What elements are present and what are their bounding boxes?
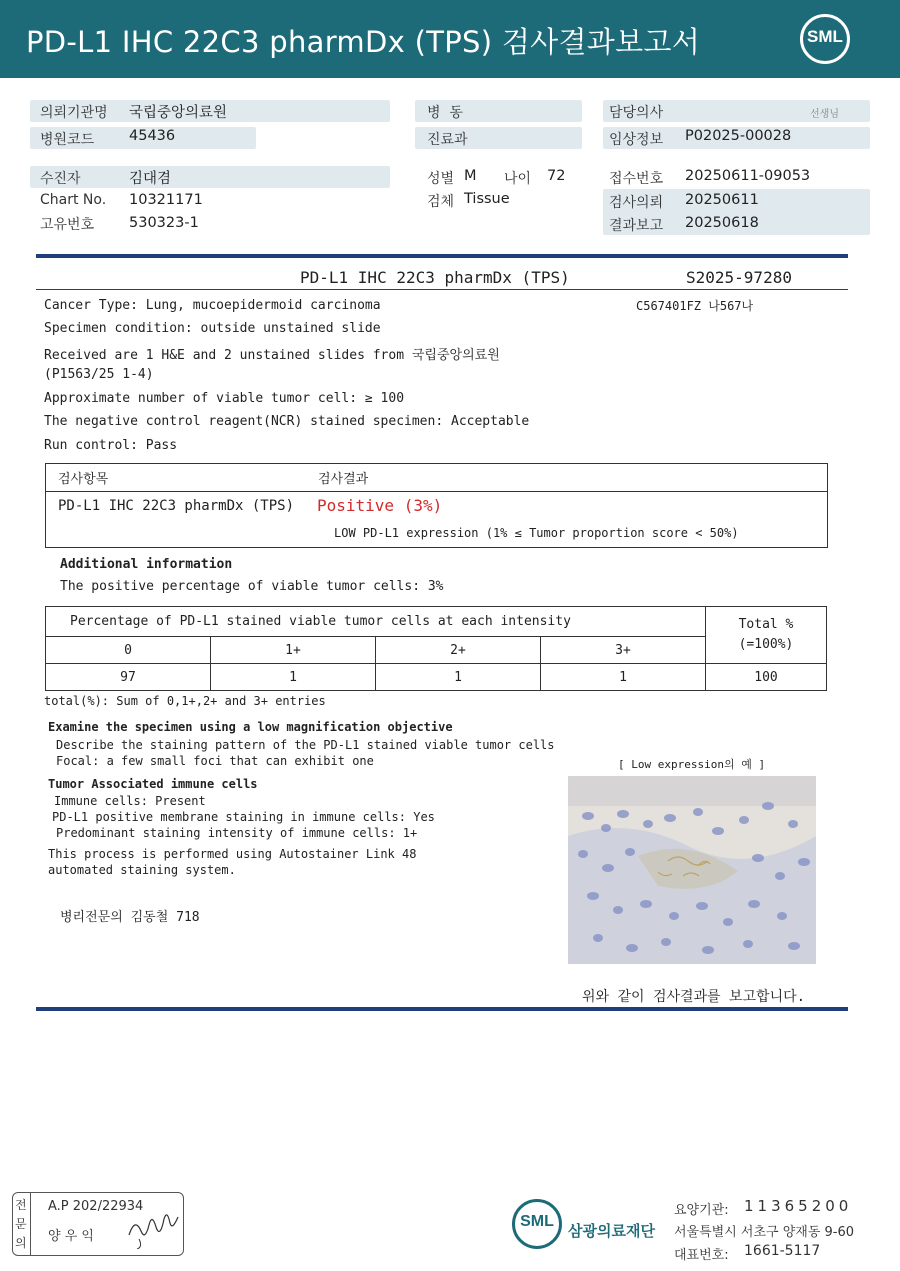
intensity-value: 1 xyxy=(211,664,376,691)
report-date-value: 20250618 xyxy=(685,215,759,231)
result-value: Positive (3%) xyxy=(317,496,443,515)
signature-icon xyxy=(125,1205,183,1249)
microscopy-image xyxy=(568,776,816,964)
intensity-header: 3+ xyxy=(541,637,706,664)
institution-value: 국립중앙의료원 xyxy=(129,105,228,121)
hospital-code-label: 병원코드 xyxy=(40,132,95,148)
result-note: LOW PD-L1 expression (1% ≤ Tumor proportion score < 50%) xyxy=(334,526,739,540)
age-label: 나이 xyxy=(504,171,532,187)
code-label: 요양기관: xyxy=(674,1203,729,1218)
org-logo-text: SML xyxy=(520,1213,554,1230)
stamp-side-char: 의 xyxy=(15,1236,27,1250)
intensity-value: 1 xyxy=(541,664,706,691)
intensity-header: 0 xyxy=(46,637,211,664)
report-line: Run control: Pass xyxy=(44,438,178,453)
patient-value: 김대겸 xyxy=(129,171,172,187)
total-header xyxy=(706,607,827,664)
additional-text: The positive percentage of viable tumor cells: 3% xyxy=(60,579,444,594)
report-line: Received are 1 H&E and 2 unstained slides from 국립중앙의료원 xyxy=(44,348,500,363)
examine-title: Examine the specimen using a low magnification objective xyxy=(48,720,453,734)
stamp-name: 양 우 익 xyxy=(48,1229,94,1244)
stamp-side-char: 문 xyxy=(15,1217,27,1231)
hospital-code-value: 45436 xyxy=(129,128,176,144)
receipt-no-value: 20250611-09053 xyxy=(685,168,811,184)
total-label: Total % xyxy=(738,617,794,632)
intensity-table-title: Percentage of PD-L1 stained viable tumor cells at each intensity xyxy=(46,607,706,637)
department-label: 진료과 xyxy=(427,132,468,148)
org-name: 삼광의료재단 xyxy=(568,1222,655,1240)
institution-label: 의뢰기관명 xyxy=(40,105,108,121)
chart-no-value: 10321171 xyxy=(129,192,203,208)
stamp-side-char: 전 xyxy=(15,1198,27,1212)
report-number: S2025-97280 xyxy=(686,268,792,287)
patient-label: 수진자 xyxy=(40,171,81,187)
sex-value: M xyxy=(464,168,477,184)
unique-no-label: 고유번호 xyxy=(40,217,95,233)
request-date-value: 20250611 xyxy=(685,192,759,208)
intensity-value: 97 xyxy=(46,664,211,691)
process-line: This process is performed using Autostainer Link 48 xyxy=(48,847,417,861)
code-value: 11365200 xyxy=(744,1197,853,1215)
report-thin-rule xyxy=(36,289,848,290)
intensity-header: 1+ xyxy=(211,637,376,664)
stamp-side-label xyxy=(15,1196,27,1253)
report-date-label: 결과보고 xyxy=(609,218,664,234)
sml-logo-text: SML xyxy=(807,27,843,46)
additional-title: Additional information xyxy=(60,557,233,572)
report-top-rule xyxy=(36,254,848,258)
closing-statement: 위와 같이 검사결과를 보고합니다. xyxy=(582,989,806,1005)
report-test-title: PD-L1 IHC 22C3 pharmDx (TPS) xyxy=(300,268,570,287)
sex-label: 성별 xyxy=(427,171,455,187)
intensity-table xyxy=(45,606,827,691)
specimen-value: Tissue xyxy=(464,191,510,207)
unique-no-value: 530323-1 xyxy=(129,215,199,231)
immune-line: PD-L1 positive membrane staining in immune cells: Yes xyxy=(52,810,435,824)
report-line: Cancer Type: Lung, mucoepidermoid carcinoma xyxy=(44,298,381,313)
result-header-result: 검사결과 xyxy=(318,472,369,487)
image-caption: [ Low expression의 예 ] xyxy=(618,758,766,771)
total-note: total(%): Sum of 0,1+,2+ and 3+ entries xyxy=(44,694,326,708)
process-line: automated staining system. xyxy=(48,863,236,877)
result-header-item: 검사항목 xyxy=(58,472,109,487)
pathologist: 병리전문의 김동철 718 xyxy=(60,910,200,925)
phone-label: 대표번호: xyxy=(674,1248,729,1263)
request-date-label: 검사의뢰 xyxy=(609,195,664,211)
clinical-info-label: 임상정보 xyxy=(609,132,664,148)
ward-label: 병 동 xyxy=(427,105,463,121)
phone-value: 1661-5117 xyxy=(744,1243,821,1259)
result-item: PD-L1 IHC 22C3 pharmDx (TPS) xyxy=(58,498,295,514)
examine-line: Focal: a few small foci that can exhibit one xyxy=(56,754,374,768)
stamp-id: A.P 202/22934 xyxy=(48,1199,144,1214)
patient-field-bg xyxy=(30,166,390,188)
report-title: PD-L1 IHC 22C3 pharmDx (TPS) 검사결과보고서 xyxy=(26,25,701,59)
chart-no-label: Chart No. xyxy=(40,192,107,208)
report-line: Approximate number of viable tumor cell: ≥ 100 xyxy=(44,391,405,406)
stamp-divider xyxy=(30,1192,31,1256)
immune-line: Immune cells: Present xyxy=(54,794,206,808)
report-line: (P1563/25 1-4) xyxy=(44,367,154,382)
immune-line: Predominant staining intensity of immune cells: 1+ xyxy=(56,826,418,840)
intensity-total: 100 xyxy=(706,664,827,691)
intensity-header: 2+ xyxy=(376,637,541,664)
specimen-label: 검체 xyxy=(427,194,455,210)
block-id: C567401FZ 나567나 xyxy=(636,299,754,313)
immune-title: Tumor Associated immune cells xyxy=(48,777,258,791)
result-table-divider xyxy=(45,491,828,492)
intensity-value: 1 xyxy=(376,664,541,691)
report-bottom-rule xyxy=(36,1007,848,1011)
org-address: 서울특별시 서초구 양재동 9-60 xyxy=(674,1225,855,1240)
report-line: Specimen condition: outside unstained slide xyxy=(44,321,381,336)
doctor-suffix: 선생님 xyxy=(810,109,839,120)
doctor-label: 담당의사 xyxy=(609,105,664,121)
clinical-info-value: P02025-00028 xyxy=(685,128,792,144)
age-value: 72 xyxy=(547,168,566,184)
report-line: The negative control reagent(NCR) stained specimen: Acceptable xyxy=(44,414,530,429)
receipt-no-label: 접수번호 xyxy=(609,171,664,187)
examine-line: Describe the staining pattern of the PD-L1 stained viable tumor cells xyxy=(56,738,555,752)
total-label-sub: (=100%) xyxy=(738,637,794,652)
